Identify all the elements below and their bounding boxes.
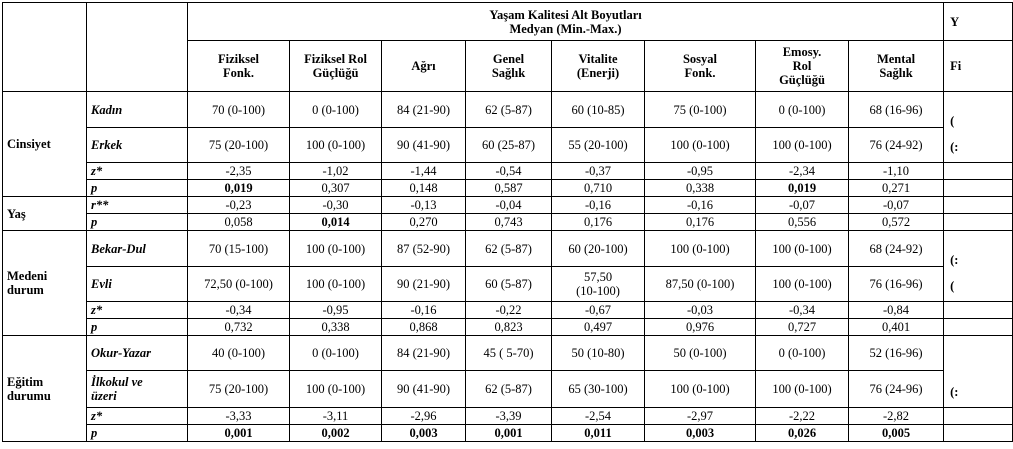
group-label-medeni-durum: Medeni durum <box>3 231 87 336</box>
cell: 0,019 <box>756 180 849 197</box>
group-title-line1: Yaşam Kalitesi Alt Boyutları <box>489 7 642 22</box>
clipped-cell <box>944 408 1013 425</box>
cell: 100 (0-100) <box>756 267 849 302</box>
row-label: Evli <box>87 267 188 302</box>
cell: 100 (0-100) <box>290 371 382 408</box>
cell: -0,22 <box>466 302 552 319</box>
cell: 60 (5-87) <box>466 267 552 302</box>
cell: 0,710 <box>552 180 645 197</box>
cell: 0,001 <box>188 425 290 442</box>
cell: -0,13 <box>382 197 466 214</box>
clipped-cell: ( (: <box>944 92 1013 163</box>
cell: 0,497 <box>552 319 645 336</box>
clipped-cell <box>944 302 1013 319</box>
header-row-group <box>3 3 1013 41</box>
cell: 84 (21-90) <box>382 92 466 128</box>
cell: 0,307 <box>290 180 382 197</box>
cell: -0,16 <box>552 197 645 214</box>
col-header-mental-saglik: Mental Sağlık <box>849 41 944 92</box>
cell: -0,04 <box>466 197 552 214</box>
cell: 55 (20-100) <box>552 128 645 163</box>
cell: 70 (0-100) <box>188 92 290 128</box>
group-title <box>188 3 944 41</box>
cell: 100 (0-100) <box>645 231 756 267</box>
cell: -1,10 <box>849 163 944 180</box>
cell: 90 (21-90) <box>382 267 466 302</box>
cell: 0,338 <box>645 180 756 197</box>
table-row <box>3 302 1013 319</box>
cell: 65 (30-100) <box>552 371 645 408</box>
cell: 50 (0-100) <box>645 336 756 371</box>
clipped-cell: (: ( <box>944 231 1013 302</box>
cell: 45 ( 5-70) <box>466 336 552 371</box>
clipped-cell <box>944 214 1013 231</box>
row-label: İlkokul ve üzeri <box>87 371 188 408</box>
cell: 0,014 <box>290 214 382 231</box>
cell: -3,39 <box>466 408 552 425</box>
cell: -0,07 <box>849 197 944 214</box>
col-header-fiziksel-fonk: Fiziksel Fonk. <box>188 41 290 92</box>
cell: -0,95 <box>290 302 382 319</box>
cell: 76 (16-96) <box>849 267 944 302</box>
cell: 0,868 <box>382 319 466 336</box>
table-row <box>3 92 1013 128</box>
cell: 76 (24-92) <box>849 128 944 163</box>
cell: -2,22 <box>756 408 849 425</box>
cell: 0,026 <box>756 425 849 442</box>
cell: 0,270 <box>382 214 466 231</box>
cell: 84 (21-90) <box>382 336 466 371</box>
table-row <box>3 371 1013 408</box>
row-label: p <box>87 319 188 336</box>
cell: -2,54 <box>552 408 645 425</box>
cell: 0,556 <box>756 214 849 231</box>
cell: 0,727 <box>756 319 849 336</box>
row-label: p <box>87 180 188 197</box>
row-label: Okur-Yazar <box>87 336 188 371</box>
cell: -2,35 <box>188 163 290 180</box>
row-label: Erkek <box>87 128 188 163</box>
cell: 57,50 (10-100) <box>552 267 645 302</box>
group-title-line2: Medyan (Min.-Max.) <box>509 21 622 36</box>
table-row <box>3 425 1013 442</box>
cell: 62 (5-87) <box>466 371 552 408</box>
cell: -2,97 <box>645 408 756 425</box>
col-header-agri: Ağrı <box>382 41 466 92</box>
cell: -1,02 <box>290 163 382 180</box>
cell: 60 (10-85) <box>552 92 645 128</box>
cell: 75 (20-100) <box>188 128 290 163</box>
cell: 0 (0-100) <box>756 336 849 371</box>
cell: 100 (0-100) <box>290 231 382 267</box>
cell: 75 (0-100) <box>645 92 756 128</box>
cell: 0,271 <box>849 180 944 197</box>
cell: 0,587 <box>466 180 552 197</box>
cell: -0,16 <box>382 302 466 319</box>
cell: 0,338 <box>290 319 382 336</box>
cell: 68 (16-96) <box>849 92 944 128</box>
row-label: p <box>87 425 188 442</box>
cell: -0,30 <box>290 197 382 214</box>
cell: 0,976 <box>645 319 756 336</box>
cell: 0,003 <box>382 425 466 442</box>
cell: -2,34 <box>756 163 849 180</box>
cell: 0,176 <box>552 214 645 231</box>
cell: 0,001 <box>466 425 552 442</box>
cell: -0,23 <box>188 197 290 214</box>
clipped-cell <box>944 180 1013 197</box>
table-row <box>3 197 1013 214</box>
cell: 0,743 <box>466 214 552 231</box>
header-subcorner <box>87 3 188 92</box>
cell: 50 (10-80) <box>552 336 645 371</box>
cell: -0,34 <box>188 302 290 319</box>
cell: 100 (0-100) <box>756 128 849 163</box>
clipped-cell <box>944 163 1013 180</box>
table-row <box>3 163 1013 180</box>
cell: 90 (41-90) <box>382 128 466 163</box>
col-header-sosyal-fonk: Sosyal Fonk. <box>645 41 756 92</box>
row-label: z* <box>87 408 188 425</box>
cell: 75 (20-100) <box>188 371 290 408</box>
cell: 100 (0-100) <box>756 231 849 267</box>
cell: 0,401 <box>849 319 944 336</box>
row-label: z* <box>87 302 188 319</box>
cell: 0,003 <box>645 425 756 442</box>
cell: -0,95 <box>645 163 756 180</box>
cell: 0 (0-100) <box>290 336 382 371</box>
cell: 0,019 <box>188 180 290 197</box>
row-label: p <box>87 214 188 231</box>
cell: 40 (0-100) <box>188 336 290 371</box>
clipped-cell <box>944 319 1013 336</box>
clipped-cell <box>944 425 1013 442</box>
cell: 100 (0-100) <box>290 267 382 302</box>
cell: 60 (25-87) <box>466 128 552 163</box>
table-row <box>3 231 1013 267</box>
table-row <box>3 319 1013 336</box>
row-label: Kadın <box>87 92 188 128</box>
cell: -2,96 <box>382 408 466 425</box>
table-row <box>3 267 1013 302</box>
cell: -0,03 <box>645 302 756 319</box>
cell: 87,50 (0-100) <box>645 267 756 302</box>
cell: 0,176 <box>645 214 756 231</box>
cell: -1,44 <box>382 163 466 180</box>
cell: -3,33 <box>188 408 290 425</box>
header-corner <box>3 3 87 92</box>
table-row <box>3 128 1013 163</box>
cell: 87 (52-90) <box>382 231 466 267</box>
cell: 90 (41-90) <box>382 371 466 408</box>
cell: -0,54 <box>466 163 552 180</box>
cell: 70 (15-100) <box>188 231 290 267</box>
cell: -0,34 <box>756 302 849 319</box>
group-label-cinsiyet: Cinsiyet <box>3 92 87 197</box>
table-row <box>3 180 1013 197</box>
col-header-fiziksel-rol: Fiziksel Rol Güçlüğü <box>290 41 382 92</box>
cell: 60 (20-100) <box>552 231 645 267</box>
cell: 62 (5-87) <box>466 231 552 267</box>
cell: 0 (0-100) <box>756 92 849 128</box>
cell: 0,011 <box>552 425 645 442</box>
quality-of-life-table <box>2 2 1013 442</box>
cell: -0,67 <box>552 302 645 319</box>
cell: 72,50 (0-100) <box>188 267 290 302</box>
cell: 0,732 <box>188 319 290 336</box>
cell: 0,002 <box>290 425 382 442</box>
clipped-cell <box>944 197 1013 214</box>
cell: 52 (16-96) <box>849 336 944 371</box>
cell: -3,11 <box>290 408 382 425</box>
clipped-group-header: Y <box>944 3 1013 41</box>
col-header-vitalite: Vitalite (Enerji) <box>552 41 645 92</box>
clipped-col-header: Fi <box>944 41 1013 92</box>
cell: 100 (0-100) <box>645 371 756 408</box>
cell: 0,058 <box>188 214 290 231</box>
table-row <box>3 214 1013 231</box>
cell: -0,84 <box>849 302 944 319</box>
group-label-egitim-durumu: Eğitim durumu <box>3 336 87 442</box>
cell: -0,16 <box>645 197 756 214</box>
cell: 68 (24-92) <box>849 231 944 267</box>
group-label-yas: Yaş <box>3 197 87 231</box>
table-row <box>3 408 1013 425</box>
clipped-cell: (: <box>944 336 1013 408</box>
cell: 0,572 <box>849 214 944 231</box>
cell: 100 (0-100) <box>290 128 382 163</box>
col-header-emosy-rol: Emosy. Rol Güçlüğü <box>756 41 849 92</box>
cell: -0,07 <box>756 197 849 214</box>
row-label: Bekar-Dul <box>87 231 188 267</box>
cell: 0,148 <box>382 180 466 197</box>
col-header-genel-saglik: Genel Sağlık <box>466 41 552 92</box>
cell: 100 (0-100) <box>645 128 756 163</box>
cell: 0,823 <box>466 319 552 336</box>
cell: -2,82 <box>849 408 944 425</box>
cell: 62 (5-87) <box>466 92 552 128</box>
row-label: z* <box>87 163 188 180</box>
table-row <box>3 336 1013 371</box>
cell: 76 (24-96) <box>849 371 944 408</box>
cell: 100 (0-100) <box>756 371 849 408</box>
cell: -0,37 <box>552 163 645 180</box>
row-label: r** <box>87 197 188 214</box>
cell: 0,005 <box>849 425 944 442</box>
cell: 0 (0-100) <box>290 92 382 128</box>
